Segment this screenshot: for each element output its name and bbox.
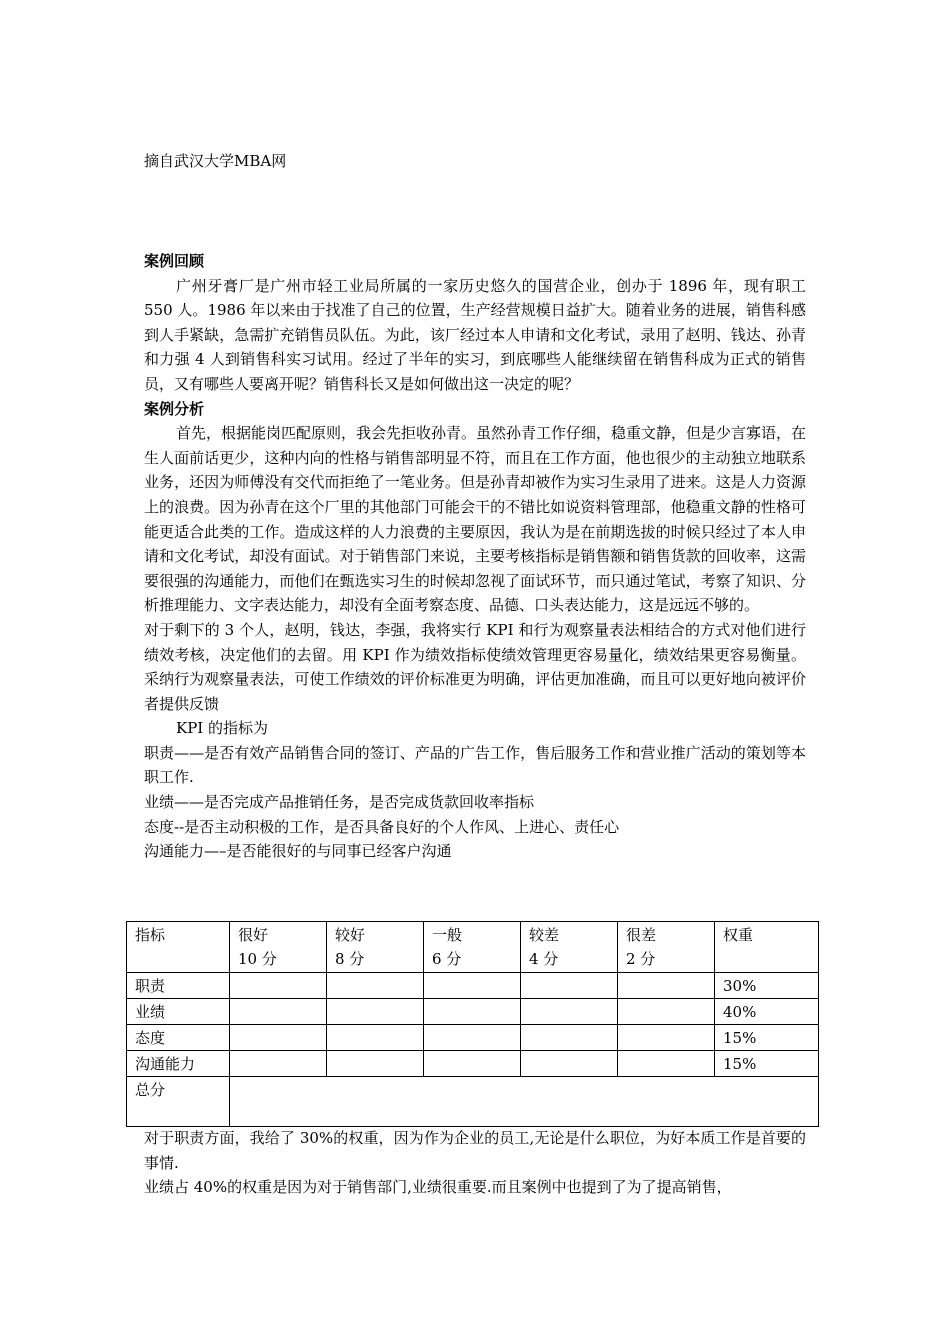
- table-header-cell: [127, 922, 230, 973]
- weight-cell: 40%: [715, 999, 819, 1025]
- score-cell: [521, 999, 618, 1025]
- score-cell: [327, 973, 424, 999]
- score-cell: [521, 973, 618, 999]
- table-header-cell: [424, 922, 521, 973]
- score-cell: [327, 1025, 424, 1051]
- section-heading-case-analysis: 案例分析: [144, 399, 205, 418]
- table-row: [127, 1051, 819, 1077]
- score-cell: [327, 1051, 424, 1077]
- table-header-row: [127, 922, 819, 973]
- header-line: 10 分: [238, 950, 277, 968]
- score-cell: [424, 1025, 521, 1051]
- kpi-table: [126, 921, 819, 1127]
- table-total-row: [127, 1077, 819, 1127]
- header-line: 权重: [723, 926, 754, 944]
- paragraph: 首先，根据能岗匹配原则，我会先拒收孙青。虽然孙青工作仔细，稳重文静，但是少言寡语，在生人面前话更少，这种内向的性格与销售部明显不符，而且在工作方面，他也很少的主动独立地联系业务，还因为师傅没有交代而拒绝了一笔业务。但是孙青却被作为实习生录用了进来。这是人力资源上的浪费。因为孙青在这个厂里的其他部门可能会干的不错比如说资料管理部，他稳重文静的性格可能更适合此类的工作。造成这样的人力浪费的主要原因，我认为是在前期选拔的时候只经过了本人申请和文化考试，却没有面试。对于销售部门来说，主要考核指标是销售额和销售货款的回收率，这需要很强的沟通能力，而他们在甄选实习生的时候却忽视了面试环节，而只通过笔试，考察了知识、分析推理能力、文字表达能力，却没有全面考察态度、品德、口头表达能力，这是远远不够的。: [144, 424, 807, 615]
- table-row: [127, 973, 819, 999]
- score-cell: [230, 1025, 327, 1051]
- score-cell: [521, 1025, 618, 1051]
- weight-cell: 15%: [715, 1051, 819, 1077]
- score-cell: [230, 973, 327, 999]
- header-line: 较好: [335, 926, 366, 944]
- section-heading-case-review: 案例回顾: [144, 252, 205, 270]
- score-cell: [424, 973, 521, 999]
- paragraph: 沟通能力—–是否能很好的与同事已经客户沟通: [144, 842, 452, 861]
- document-body: [144, 249, 806, 864]
- header-line: 一般: [432, 926, 463, 944]
- weight-cell: 30%: [715, 973, 819, 999]
- row-label: 职责: [127, 973, 230, 999]
- table-row: [127, 999, 819, 1025]
- row-label: 态度: [127, 1025, 230, 1051]
- score-cell: [230, 999, 327, 1025]
- score-cell: [230, 1051, 327, 1077]
- total-cell: [230, 1077, 819, 1127]
- total-label: 总分: [127, 1077, 230, 1127]
- document-body-continued: [144, 1126, 806, 1200]
- paragraph: 对于职责方面，我给了 30%的权重，因为作为企业的员工,无论是什么职位，为好本质工作是首要的事情.: [144, 1129, 806, 1172]
- row-label: 业绩: [127, 999, 230, 1025]
- paragraph: 广州牙膏厂是广州市轻工业局所属的一家历史悠久的国营企业，创办于 1896 年，现有职工 550 人。1986 年以来由于找准了自己的位置，生产经营规模日益扩大。随着业务的进展，销售科感到人手紧缺，急需扩充销售员队伍。为此，该厂经过本人申请和文化考试，录用了赵明、钱达、孙青和力强 4 人到销售科实习试用。经过了半年的实习，到底哪些人能继续留在销售科成为正式的销售员，又有哪些人要离开呢？销售科长又是如何做出这一决定的呢？: [144, 276, 806, 393]
- header-line: 8 分: [335, 950, 365, 968]
- table-header-cell: [715, 922, 819, 973]
- score-cell: [618, 973, 715, 999]
- score-cell: [327, 999, 424, 1025]
- score-cell: [424, 999, 521, 1025]
- paragraph: 业绩——是否完成产品推销任务，是否完成货款回收率指标: [144, 793, 535, 812]
- header-line: 2 分: [626, 950, 656, 968]
- paragraph: 态度--是否主动积极的工作，是否具备良好的个人作风、上进心、责任心: [144, 817, 620, 836]
- paragraph: KPI 的指标为: [176, 719, 268, 738]
- table-row: [127, 1025, 819, 1051]
- score-cell: [618, 1051, 715, 1077]
- table-header-cell: [521, 922, 618, 973]
- paragraph: 业绩占 40%的权重是因为对于销售部门,业绩很重要.而且案例中也提到了为了提高销售，: [144, 1178, 732, 1197]
- table-header-cell: [230, 922, 327, 973]
- row-label: 沟通能力: [127, 1051, 230, 1077]
- header-line: 6 分: [432, 950, 462, 968]
- table-header-cell: [618, 922, 715, 973]
- header-line: 很好: [238, 926, 269, 944]
- source-line: 摘自武汉大学MBA网: [144, 152, 287, 170]
- score-cell: [424, 1051, 521, 1077]
- paragraph: 对于剩下的 3 个人，赵明，钱达，李强，我将实行 KPI 和行为观察量表法相结合的方式对他们进行绩效考核，决定他们的去留。用 KPI 作为绩效指标使绩效管理更容易量化，绩效结果更容易衡量。采纳行为观察量表法，可使工作绩效的评价标准更为明确，评估更加准确，而且可以更好地向被评价者提供反馈: [144, 620, 806, 713]
- header-line: 4 分: [529, 950, 559, 968]
- kpi-table-wrapper: [126, 921, 819, 1127]
- table-header-cell: [327, 922, 424, 973]
- header-line: 较差: [529, 926, 560, 944]
- score-cell: [618, 999, 715, 1025]
- score-cell: [618, 1025, 715, 1051]
- paragraph: 职责——是否有效产品销售合同的签订、产品的广告工作，售后服务工作和营业推广活动的策划等本职工作.: [144, 743, 806, 787]
- score-cell: [521, 1051, 618, 1077]
- header-line: 指标: [135, 926, 166, 944]
- header-line: 很差: [626, 926, 657, 944]
- weight-cell: 15%: [715, 1025, 819, 1051]
